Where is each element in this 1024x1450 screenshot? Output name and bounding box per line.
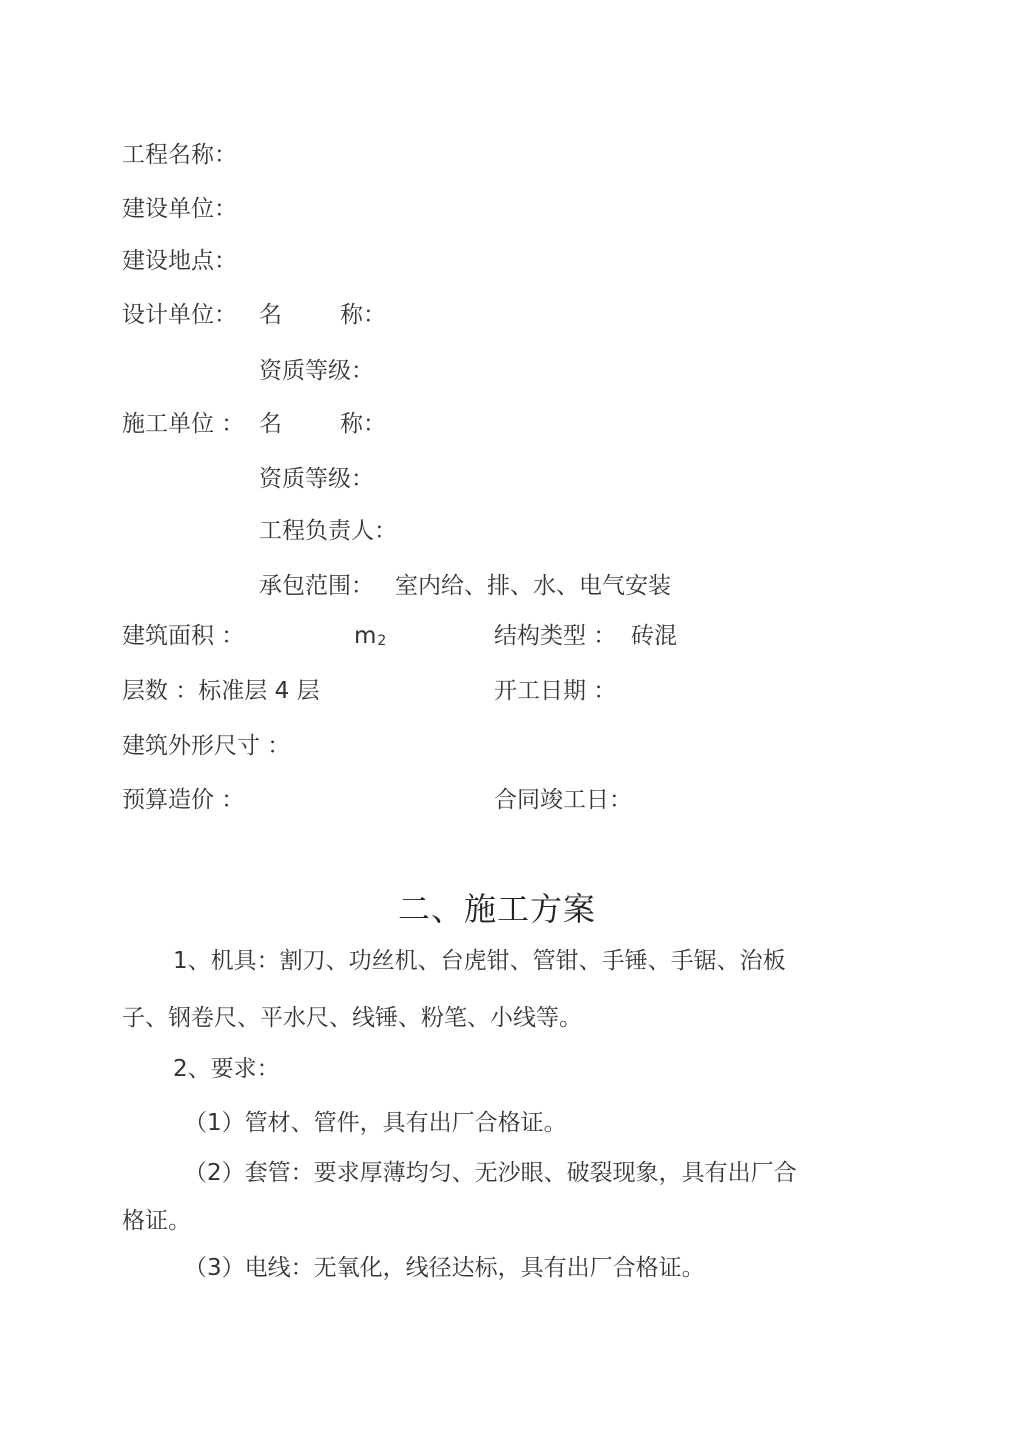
constr-name-label-b: 称： <box>340 411 386 437</box>
start-date-label: 开工日期 ： <box>494 678 617 704</box>
paragraph-sleeve-line2: 格证。 <box>122 1208 191 1234</box>
design-name-label-a: 名 <box>259 302 282 328</box>
paragraph-tools-line1: 1、机具：割刀、功丝机、台虎钳、管钳、手锤、手锯、治板 <box>173 948 786 974</box>
build-site-label: 建设地点： <box>122 248 237 274</box>
design-unit-label: 设计单位： <box>122 302 237 328</box>
scope-label: 承包范围： <box>259 573 374 599</box>
constr-name-label-a: 名 <box>259 411 282 437</box>
paragraph-pipes: （1）管材、管件，具有出厂合格证。 <box>184 1110 567 1136</box>
design-name-label-b: 称： <box>340 302 386 328</box>
constr-grade-label: 资质等级： <box>259 466 374 492</box>
section-title: 二、施工方案 <box>398 890 597 928</box>
paragraph-tools-line2: 子、钢卷尺、平水尺、线锤、粉笔、小线等。 <box>122 1005 582 1031</box>
design-grade-label: 资质等级： <box>259 358 374 384</box>
structure-value: 砖混 <box>631 623 677 649</box>
floors-label: 层数 ：标准层 4 层 <box>122 678 320 704</box>
area-unit-sub: 2 <box>377 633 387 649</box>
area-unit-base: m <box>354 623 377 649</box>
completion-label: 合同竣工日： <box>494 787 632 813</box>
constr-leader-label: 工程负责人： <box>259 518 397 544</box>
budget-label: 预算造价 ： <box>122 787 245 813</box>
build-unit-label: 建设单位： <box>122 196 237 222</box>
project-name-label: 工程名称： <box>122 142 237 168</box>
scope-value: 室内给、排、水、电气安装 <box>395 573 671 599</box>
constr-unit-label: 施工单位 ： <box>122 411 245 437</box>
area-unit <box>354 621 386 654</box>
outline-label: 建筑外形尺寸 ： <box>122 733 291 759</box>
paragraph-sleeve-line1: （2）套管：要求厚薄均匀、无沙眼、破裂现象，具有出厂合 <box>184 1160 797 1186</box>
paragraph-requirements: 2、要求： <box>173 1056 280 1082</box>
area-label: 建筑面积 ： <box>122 623 245 649</box>
structure-label: 结构类型 ： <box>494 623 617 649</box>
paragraph-wires: （3）电线：无氧化，线径达标，具有出厂合格证。 <box>184 1255 705 1281</box>
